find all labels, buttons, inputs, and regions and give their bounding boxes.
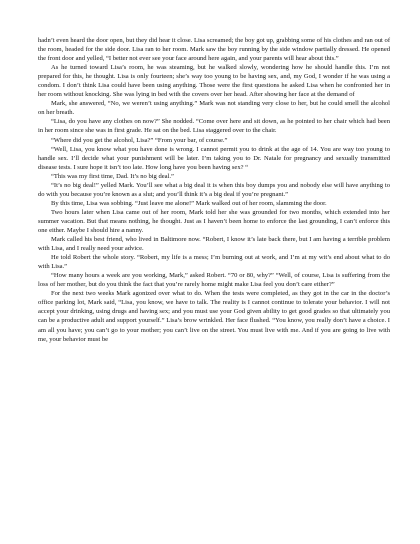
paragraph-11: Mark called his best friend, who lived in Baltimore now. “Robert, I know it’s late back there, but I am having a terrible problem with Lisa, and I really need your advice. bbox=[38, 236, 390, 253]
paragraph-5: “Where did you get the alcohol, Lisa?” “From your bar, of course.” bbox=[51, 136, 228, 144]
paragraph-14: For the next two weeks Mark agonized over what to do. When the tests were completed, as they got in the car in the doctor’s office parking lot, Mark said, “Lisa, you know, we have to talk. The reality is I cannot continue to tolerate your behavior. I will not accept your drinking, using drugs and having sex; and you must use your God given ability to get good grades so that ultimately you can be a productive adult and support yourself.” Lisa’s brow wrinkled. Her face flushed. “You know, you really don’t have a choice. I am all you have; you can’t go to your mother; you can’t live on the street. You must live with me. And if you are going to live with me, your behavior must be bbox=[38, 290, 390, 343]
paragraph-1: hadn’t even heard the door open, but they did hear it close. Lisa screamed; the boy got up, grabbing some of his clothes and ran out of the room, headed for the side door. Lisa ran to her room. Mark saw the boy running by the side window partially dressed. He opened the front door and yelled, “I better not ever see your face around here again, and your parents will hear about this.” bbox=[38, 37, 390, 63]
paragraph-10: Two hours later when Lisa came out of her room, Mark told her she was grounded for two months, which extended into her summer vacation. But that means nothing, he thought. Just as I haven’t been home to enforce the last grounding, I can’t enforce this one either. Maybe I should hire a nanny. bbox=[38, 208, 390, 234]
document-page bbox=[38, 36, 390, 344]
paragraph-9: By this time, Lisa was sobbing. “Just leave me alone!” Mark walked out of her room, slamming the door. bbox=[51, 199, 327, 207]
paragraph-8: “It’s no big deal!” yelled Mark. You’ll see what a big deal it is when this boy dumps you and nobody else will have anything to do with you because you’re known as a slut; and you’ll think it’s a big deal if you’re pregnant.” bbox=[38, 181, 390, 198]
paragraph-6: “Well, Lisa, you know what you have done is wrong. I cannot permit you to drink at the age of 14. You are way too young to handle sex. I’ll decide what your punishment will be later. I’m taking you to Dr. Natale for pregnancy and sexually transmitted disease tests. I sure hope it isn’t too late. How long have you been having sex? “ bbox=[38, 145, 390, 171]
paragraph-3: Mark, she answered, “No, we weren’t using anything.” Mark was not standing very close to her, but he could smell the alcohol on her breath. bbox=[38, 100, 390, 117]
paragraph-4: “Lisa, do you have any clothes on now?” She nodded. “Come over here and sit down, as he pointed to her chair which had been in her room since she was in first grade. He sat on the bed. Lisa staggered over to the chair. bbox=[38, 118, 390, 135]
paragraph-13: “How many hours a week are you working, Mark,” asked Robert. “70 or 80, why?” “Well, of course, Lisa is suffering from the loss of her mother, but do you think the fact that you’re rarely home might make Lisa feel you don’t care either?” bbox=[38, 272, 390, 289]
paragraph-2: As he turned toward Lisa’s room, he was steaming, but he walked slowly, wondering how he should handle this. I’m not prepared for this, he thought. Lisa is only fourteen; she’s way too young to be having sex, and, my God, I wonder if he was using a condom. I don’t think Lisa could have been using anything. Those were the first questions he asked Lisa when he confronted her in her room without knocking. She was lying in bed with the covers over her head. After showing her face at the demand of bbox=[38, 64, 390, 99]
paragraph-7: “This was my first time, Dad. It’s no big deal.” bbox=[51, 172, 174, 180]
paragraph-12: He told Robert the whole story. “Robert, my life is a mess; I’m burning out at work, and I’m at my wit’s end about what to do with Lisa.” bbox=[38, 254, 390, 271]
